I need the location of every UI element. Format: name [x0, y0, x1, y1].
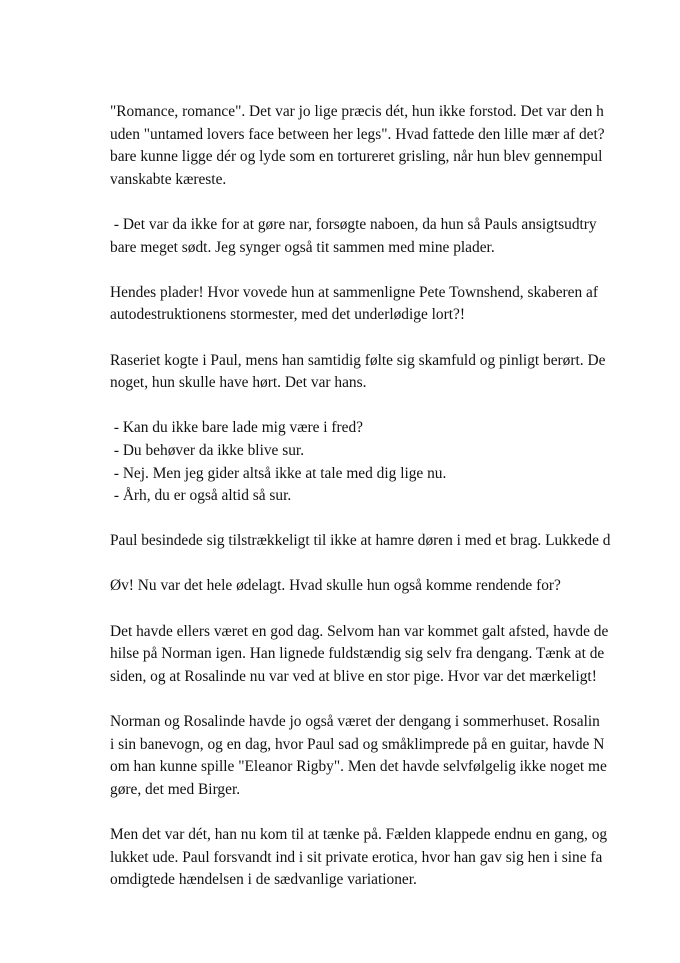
- dialogue-line: - Nej. Men jeg gider altså ikke at tale med dig lige nu.: [110, 464, 447, 482]
- paragraph-spacer: [110, 327, 680, 350]
- paragraph: [110, 214, 680, 259]
- text-line: om han kunne spille "Eleanor Rigby". Men det havde selvfølgelig ikke noget me: [110, 758, 607, 776]
- paragraph-spacer: [110, 508, 680, 531]
- text-line: Øv! Nu var det hele ødelagt. Hvad skulle hun også komme rendende for?: [110, 577, 561, 595]
- text-line: bare meget sødt. Jeg synger også tit sammen med mine plader.: [110, 238, 495, 256]
- text-line: uden "untamed lovers face between her legs". Hvad fattede den lille mær af det?: [110, 125, 605, 143]
- paragraph-spacer: [110, 191, 680, 214]
- text-line: gøre, det med Birger.: [110, 780, 241, 798]
- text-line: i sin banevogn, og en dag, hvor Paul sad og småklimprede på en guitar, havde N: [110, 735, 605, 753]
- text-line: autodestruktionens stormester, med det underlødige lort?!: [110, 306, 465, 324]
- dialogue-line: - Kan du ikke bare lade mig være i fred?: [110, 419, 363, 437]
- text-line: hilse på Norman igen. Han lignede fuldstændig sig selv fra dengang. Tænk at de: [110, 645, 605, 663]
- text-line: - Det var da ikke for at gøre nar, forsøgte naboen, da hun så Pauls ansigtsudtry: [110, 215, 597, 233]
- text-line: noget, hun skulle have hørt. Det var hans.: [110, 374, 367, 392]
- paragraph: [110, 824, 680, 892]
- paragraph-spacer: [110, 801, 680, 824]
- paragraph: [110, 101, 680, 191]
- text-line: vanskabte kæreste.: [110, 170, 227, 188]
- text-line: Paul besindede sig tilstrækkeligt til ikke at hamre døren i med et brag. Lukkede d: [110, 532, 611, 550]
- paragraph: [110, 621, 680, 689]
- paragraph-spacer: [110, 259, 680, 282]
- paragraph-spacer: [110, 395, 680, 418]
- text-line: siden, og at Rosalinde nu var ved at blive en stor pige. Hvor var det mærkeligt!: [110, 667, 597, 685]
- text-line: Men det var dét, han nu kom til at tænke på. Fælden klappede endnu en gang, og: [110, 826, 608, 843]
- text-line: lukket ude. Paul forsvandt ind i sit private erotica, hvor han gav sig hen i sine fa: [110, 848, 603, 866]
- paragraph: [110, 575, 680, 598]
- paragraph: [110, 711, 680, 801]
- dialogue-block: [110, 417, 680, 507]
- text-line: Raseriet kogte i Paul, mens han samtidig følte sig skamfuld og pinligt berørt. De: [110, 351, 606, 369]
- text-line: "Romance, romance". Det var jo lige præcis dét, hun ikke forstod. Det var den h: [110, 103, 604, 120]
- dialogue-line: - Årh, du er også altid så sur.: [110, 487, 292, 505]
- text-line: omdigtede hændelsen i de sædvanlige variationer.: [110, 871, 417, 889]
- text-line: Det havde ellers været en god dag. Selvom han var kommet galt afsted, havde de: [110, 622, 609, 640]
- dialogue-line: - Du behøver da ikke blive sur.: [110, 441, 305, 459]
- paragraph-spacer: [110, 688, 680, 711]
- paragraph: [110, 282, 680, 327]
- body-text: [110, 101, 680, 892]
- paragraph: [110, 350, 680, 395]
- text-line: Norman og Rosalinde havde jo også været der dengang i sommerhuset. Rosalin: [110, 713, 600, 731]
- paragraph-spacer: [110, 598, 680, 621]
- paragraph-spacer: [110, 553, 680, 576]
- text-line: Hendes plader! Hvor vovede hun at sammenligne Pete Townshend, skaberen af: [110, 283, 598, 301]
- paragraph: [110, 530, 680, 553]
- text-line: bare kunne ligge dér og lyde som en tortureret grisling, når hun blev gennempul: [110, 148, 603, 166]
